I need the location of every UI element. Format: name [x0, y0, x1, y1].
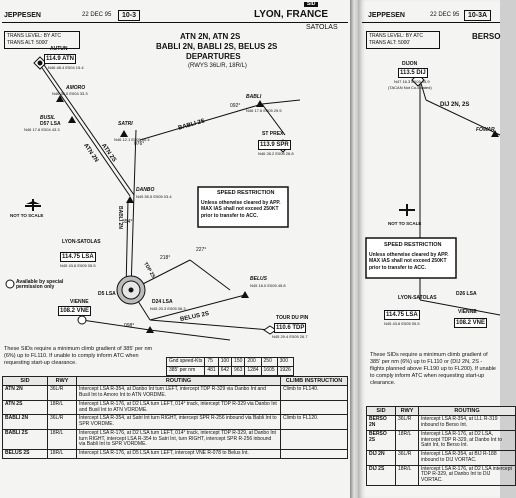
- trans-alt-right: TRANS ALT: 5000': [369, 40, 411, 46]
- satri-name: SATRI: [118, 121, 133, 127]
- table-row: [3, 400, 348, 415]
- sid-cell: BERSO 2S: [367, 430, 396, 450]
- rwy-cell: 36L/R: [396, 416, 419, 431]
- rwy-cell: 18R/L: [48, 400, 77, 415]
- busil-name: BUSIL: [40, 115, 55, 121]
- speed-cell: 100: [218, 358, 231, 367]
- danbo-coord: N45 55.5 E005 03.4: [136, 194, 172, 199]
- rwy-cell: 18R/L: [48, 429, 77, 449]
- rwy-cell: 36L/R: [396, 451, 419, 466]
- rate-row: [167, 366, 294, 375]
- chart-number-right: 10-3A: [464, 10, 491, 21]
- col-routing: ROUTING: [419, 407, 516, 416]
- dijon-name: DIJON: [402, 61, 418, 67]
- table-row: [3, 415, 348, 430]
- lyon-coord-right: N45 43.6 E005 05.5: [384, 321, 420, 326]
- sid-routing-table: [2, 376, 348, 459]
- title-line3: DEPARTURES: [186, 52, 241, 61]
- col-rwy: RWY: [396, 407, 419, 416]
- airport-name: SATOLAS: [306, 24, 338, 31]
- rate-cell: 642: [218, 366, 231, 375]
- danbo-name: DANBO: [136, 187, 155, 193]
- right-chart-page: [358, 0, 512, 498]
- stprex-coord: N46 28.2 E006 26.8: [258, 151, 294, 156]
- city-name: LYON, FRANCE: [254, 9, 329, 20]
- rwy-cell: 18R/L: [396, 465, 419, 485]
- d5-name: D5 LSA: [98, 291, 116, 297]
- speed-cell: 200: [245, 358, 261, 367]
- vienne-freq: 108.2 VNE: [60, 308, 90, 314]
- vienne-name: VIENNE: [70, 299, 89, 305]
- sid-cell: BELUS 2S: [3, 450, 48, 459]
- dijon-freq: 113.5 DIJ: [400, 70, 426, 76]
- rate-cell: 1284: [245, 366, 261, 375]
- climb-cell: [281, 400, 348, 415]
- right-title-cut: BERSO: [472, 32, 501, 41]
- rate-cell: 481: [205, 366, 218, 375]
- sid-cell: DIJ 2S: [367, 465, 396, 485]
- speed-title: SPEED RESTRICTION: [217, 190, 275, 196]
- table-row: [367, 451, 516, 466]
- routing-cell: Intercept LSA R-354, at Danbo Int turn LEFT, intercept TDP R-329 via Danbo Int and Busil Int to Amoro Int to ATN VORDME.: [77, 386, 281, 401]
- tourdupin-name: TOUR DU PIN: [276, 315, 309, 321]
- col-routing: ROUTING: [77, 377, 281, 386]
- route-atn2s-label: ATN 2S: [100, 142, 117, 164]
- radial-218: 218°: [160, 255, 171, 261]
- right-route-map: [358, 0, 500, 360]
- radial-227: 227°: [196, 247, 207, 253]
- route-belus2s-label: BELUS 2S: [179, 311, 210, 323]
- climb-cell: [281, 429, 348, 449]
- rwy-cell: 36L/R: [48, 415, 77, 430]
- trans-alt: TRANS ALT: 5000': [7, 40, 49, 46]
- speed-cell: 75: [205, 358, 218, 367]
- speed-text-right: Unless otherwise cleared by APP. MAX IAS shall not exceed 250KT prior to transfer to ACC.: [369, 252, 449, 271]
- col-rwy: RWY: [48, 377, 77, 386]
- gnd-speed-row: [167, 358, 294, 367]
- table-header-row: [3, 377, 348, 386]
- routing-cell: Intercept LSA R-176, at D2 LSA turn LEFT, 014° track, intercept TDP R-329 via Danbo Int and Busil Int to ATN VORDME.: [77, 400, 281, 415]
- belus-name: BELUS: [250, 276, 267, 282]
- speed-cell: 150: [232, 358, 245, 367]
- satri-coord: N46 12.1 E005 00.4: [114, 137, 150, 142]
- available-note: Available by special permission only: [16, 279, 64, 290]
- dijon-note: (TACAN Not Co-located): [388, 85, 432, 90]
- autun-coord: N46 48.4 E004 15.4: [48, 65, 84, 70]
- chart-date-right: 22 DEC 95: [430, 12, 460, 18]
- col-climb: CLIMB INSTRUCTION: [281, 377, 348, 386]
- routing-cell: Intercept LSA R-354, at BIJ R-188 inbound to DIJ VORTAC.: [419, 451, 516, 466]
- climb-cell: Climb to FL120.: [281, 415, 348, 430]
- trans-level: TRANS LEVEL: BY ATC: [7, 33, 62, 39]
- stprex-freq: 113.9 SPR: [260, 142, 289, 148]
- vienne-name-right: VIENNE: [458, 309, 477, 315]
- radial-098: 098°: [124, 323, 135, 329]
- fowar-name: FOWAR: [476, 127, 495, 133]
- publisher-label-right: JEPPESEN: [368, 12, 405, 19]
- table-row: [3, 386, 348, 401]
- routing-cell: Intercept LSA R-354, at Satri Int turn RIGHT, intercept SPR R-256 inbound via Babli Int to SPR VORDME.: [77, 415, 281, 430]
- not-to-scale: NOT TO SCALE: [10, 213, 44, 218]
- rate-cell: 1926: [277, 366, 293, 375]
- table-row: [367, 416, 516, 431]
- sid-cell: BERSO 2N: [367, 416, 396, 431]
- col-sid: SID: [367, 407, 396, 416]
- publisher-label: JEPPESEN: [4, 12, 41, 19]
- route-tdp2s-label: TDP 2S: [142, 261, 157, 280]
- vienne-freq-right: 108.2 VNE: [456, 320, 486, 326]
- gnd-speed-table: [166, 357, 294, 376]
- routing-cell: Intercept LSA R-176, at D2 LSA turn LEFT, 014° track, intercept TDP R-329, at Danbo Int turn RIGHT, intercept LSA R-354 to Satri Int, turn RIGHT, intercept SPR R-256 inbound via Babli Int to SPR VORDME.: [77, 429, 281, 449]
- col-sid: SID: [3, 377, 48, 386]
- sid-cell: ATN 2S: [3, 400, 48, 415]
- climb-cell: [281, 450, 348, 459]
- not-to-scale-right: NOT TO SCALE: [388, 221, 422, 226]
- right-sid-table: [366, 406, 516, 486]
- sid-cell: ATN 2N: [3, 386, 48, 401]
- d57-name: D57 LSA: [40, 121, 61, 127]
- gradient-note: These SIDs require a minimum climb gradient of 385' per nm (6%) up to FL110. If unable to comply inform ATC when requesting start-up clearance.: [4, 346, 153, 366]
- amoro-name: AMORO: [66, 85, 86, 91]
- rate-cell: 963: [232, 366, 245, 375]
- lyon-freq-right: 114.75 LSA: [386, 312, 418, 318]
- sid-cell: DIJ 2N: [367, 451, 396, 466]
- belus-coord: N45 18.0 E005 45.8: [250, 283, 286, 288]
- routing-cell: Intercept LSA R-176, at D5 LSA turn LEFT, intercept VNE R-078 to Belus Int.: [77, 450, 281, 459]
- speed-text: Unless otherwise cleared by APP. MAX IAS shall not exceed 250KT prior to transfer to ACC.: [201, 200, 281, 219]
- title-line1: ATN 2N, ATN 2S: [180, 32, 241, 41]
- route-babli2s-label: BABLI 2S: [177, 118, 206, 132]
- speed-cell: 250: [261, 358, 277, 367]
- trans-level-right: TRANS LEVEL: BY ATC: [369, 33, 424, 39]
- table-row: [3, 450, 348, 459]
- rate-cell: 1605: [261, 366, 277, 375]
- table-header-row: [367, 407, 516, 416]
- autun-name: AUTUN: [50, 46, 68, 52]
- d24-name: D24 LSA: [152, 299, 173, 305]
- table-row: [367, 465, 516, 485]
- sid-cell: BABLI 2N: [3, 415, 48, 430]
- babli-coord: N46 17.6 E005 29.5: [246, 108, 282, 113]
- amoro-coord: N46 30.0 E004 33.3: [52, 91, 88, 96]
- chart-number: 10-3: [118, 10, 140, 21]
- busil-coord: N46 17.6 E004 43.3: [24, 127, 60, 132]
- gradient-note-right: These SIDs require a minimum climb gradient of 385' per nm (6%) up to FL110 or (DIJ 2N, 2S - flights planned above FL190 up to FL200). If unable to comply inform ATC when requesting start-up clearance.: [370, 352, 496, 386]
- stprex-name: ST PREX: [262, 131, 284, 137]
- lyon-name: LYON-SATOLAS: [62, 239, 101, 245]
- d26-label: D26 LSA: [456, 291, 477, 297]
- route-atn2n-label: ATN 2N: [82, 142, 100, 164]
- autun-freq: 114.9 ATN: [46, 56, 75, 62]
- d24-coord: N45 20.3 E005 06.3: [150, 306, 186, 311]
- speed-title-right: SPEED RESTRICTION: [384, 242, 442, 248]
- routing-cell: Intercept LSA R-176, at D2 LSA, intercept TDP R-329, at Danbo Int to Satri Int, to Berso Int.: [419, 430, 516, 450]
- climb-cell: Climb to FL140.: [281, 386, 348, 401]
- babli-name: BABLI: [246, 94, 262, 100]
- sid-tab: SID: [304, 2, 318, 7]
- lyon-freq: 114.75 LSA: [62, 254, 94, 260]
- lyon-coord: N45 43.6 E005 05.5: [60, 263, 96, 268]
- rate-label: 385' per nm: [167, 366, 205, 375]
- rwy-cell: 18R/L: [48, 450, 77, 459]
- rwy-cell: 18R/L: [396, 430, 419, 450]
- title-line4: (RWYS 36L/R, 18R/L): [188, 63, 247, 69]
- routing-cell: Intercept LSA R-176, at D2 LSA intercept TDP R-329, at Danbo Int to DIJ VORTAC.: [419, 465, 516, 485]
- sid-cell: BABLI 2S: [3, 429, 48, 449]
- radial-092: 092°: [230, 103, 241, 109]
- rwy-cell: 36L/R: [48, 386, 77, 401]
- lyon-name-right: LYON-SATOLAS: [398, 295, 437, 301]
- gnd-speed-label: Gnd speed-Kts: [167, 358, 205, 367]
- route-babli2n-label: BABLI 2N: [117, 205, 124, 230]
- dij2n-label: DIJ 2N, 2S: [440, 102, 470, 108]
- radial-076: 076°: [134, 141, 145, 147]
- tourdupin-coord: N45 29.4 E005 26.7: [272, 334, 308, 339]
- table-row: [367, 430, 516, 450]
- speed-cell: 300: [277, 358, 293, 367]
- table-row: [3, 429, 348, 449]
- tourdupin-freq: 110.6 TDP: [276, 325, 305, 331]
- title-line2: BABLI 2N, BABLI 2S, BELUS 2S: [156, 42, 278, 51]
- chart-date: 22 DEC 95: [82, 12, 112, 18]
- radial-354: 354°: [122, 219, 133, 225]
- dijon-coord: N47 16.3 E005 05.9: [394, 79, 430, 84]
- routing-cell: Intercept LSA R-354, at LLL R-319 inbound to Berso Int.: [419, 416, 516, 431]
